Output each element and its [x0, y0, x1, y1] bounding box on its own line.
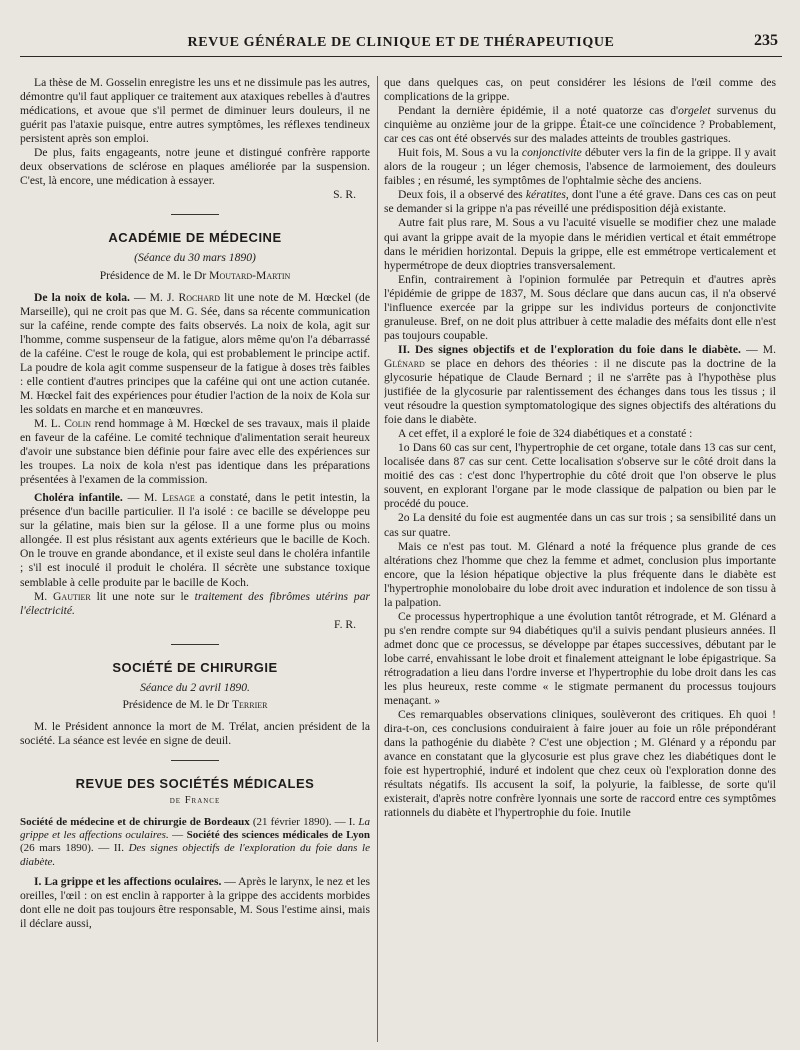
speaker-name: Lesage: [162, 491, 195, 505]
session-date: (Séance du 30 mars 1890): [134, 251, 256, 265]
text-run: — M.: [122, 491, 162, 505]
speaker-name: Rochard: [178, 290, 220, 304]
presidency-line: [20, 698, 370, 712]
paragraph-kola: [20, 291, 370, 417]
paragraph-colin: [20, 417, 370, 487]
author-initials: S. R.: [333, 188, 356, 202]
text-run: — M.: [740, 342, 776, 356]
italic-term: orgelet: [678, 104, 711, 118]
text-run: — Après le larynx, le nez et les oreilles, l'œil : on est enclin à rapporter à la grippe des accidents morbides dont elle ne doit pas toujours être responsable, M. Sous l'estime ainsi, mais il déclare aussi,: [20, 874, 370, 930]
column-divider: [377, 76, 378, 1042]
paragraph: [384, 104, 776, 146]
society-name: Société des sciences médicales de Lyon: [186, 829, 370, 842]
italic-term: kératites: [525, 188, 566, 202]
text-run: Deux fois, il a observé des: [398, 188, 526, 202]
topic-heading: I. La grippe et les affections oculaires.: [34, 874, 222, 888]
section-divider: [171, 644, 219, 645]
right-column: [384, 76, 776, 1042]
paragraph: [384, 188, 776, 216]
paragraph: De plus, faits engageants, notre jeune et distingué confrère rapporte deux observations de sclérose en plaques améliorée par la suspension. C'est, là encore, une médication à essayer.: [20, 146, 370, 188]
paragraph: 1o Dans 60 cas sur cent, l'hypertrophie de cet organe, totale dans 13 cas sur cent, localisée dans 87 cas sur cent. Cette localisation s'observe sur le côté droit dans la moitié des cas : c'est donc l'hypertrophie du côté droit que l'on observe le plus souvent, en explorant l'organe par le mode classique de palpation ou bien par le procédé du pouce.: [384, 441, 776, 511]
text-run: — M. J.: [129, 290, 179, 304]
text-run: survenus du cinquième au onzième jour de la grippe. Était-ce une coïncidence ? Probablement, car ces cas ont été observés sur des malades atteints de troubles gastriques.: [384, 104, 776, 146]
paragraph: M. le Président annonce la mort de M. Trélat, ancien président de la société. La séance est levée en signe de deuil.: [20, 719, 370, 747]
text-run: M. L.: [34, 416, 65, 430]
topic-heading: II. Des signes objectifs et de l'exploration du foie dans le diabète.: [398, 342, 741, 356]
text-run: débuter vers la fin de la grippe. Il y avait alors de la rougeur ; un léger chemosis, l'absence de larmoiement, des douleurs faibles ; en résumé, les symptômes de l'ophtalmie sèche des anciens.: [384, 146, 776, 188]
president-name: Terrier: [231, 697, 268, 711]
italic-title: traitement des fibrômes utérins par l'électricité.: [20, 589, 370, 617]
paragraph: Autre fait plus rare, M. Sous a vu l'acuité visuelle se modifier chez une malade qui avant la grippe avait de la myopie dans le méridien vertical et était emmétrope dans le méridien horizontal. Depuis la grippe, elle est emmétrope verticalement et hypermétrope de deux dioptries transversalement.: [384, 216, 776, 272]
topic-heading: Choléra infantile.: [34, 491, 123, 505]
running-header: [20, 30, 782, 57]
text-run: a constaté, dans le petit intestin, la présence d'un bacille particulier. Il l'a isolé : ce bacille se développe peu sur la gélatine, mais bien sur la gélose. Il a une forme plus ou moins allongée. Il est plus résistant aux agents extérieurs que le bacille de Koch. On le trouve en grande abondance, et il existe seul dans le choléra infantile ; s'il est inoculé il produit le choléra. Il sécrète une substance toxique semblable à celle produite par le bacille de Koch.: [20, 491, 370, 589]
journal-title: REVUE GÉNÉRALE DE CLINIQUE ET DE THÉRAPEUTIQUE: [187, 35, 615, 50]
paragraph: Ces remarquables observations cliniques, soulèveront des critiques. Eh quoi ! dira-t-on, ces conclusions conduiraient à faire jouer au foie un rôle prépondérant dans la pathogénie du diabète ? C'est une objection ; M. Glénard y a répondu par avance en constatant que la glycosurie est plus grave chez les diabétiques dont le foie est hypertrophié, induré et indolent que chez ceux où l'exploration donne des résultats négatifs. Ils accusent la soif, la polyurie, la faiblesse, de sorte qu'il existerait, d'après notre confrère lyonnais une sorte de raccord entre ces symptômes rationnels du diabète et l'hypertrophie du foie. Inutile: [384, 708, 776, 820]
paragraph-gautier: [20, 590, 370, 618]
text-run: (21 février 1890). — I.: [249, 816, 359, 829]
section-title-chirurgie: SOCIÉTÉ DE CHIRURGIE: [112, 659, 278, 675]
paragraph: que dans quelques cas, on peut considérer les lésions de l'œil comme des complications de la grippe.: [384, 76, 776, 104]
text-run: M.: [34, 589, 54, 603]
section-divider: [171, 214, 219, 215]
paragraph: Ce processus hypertrophique a une évolution tantôt rétrograde, et M. Glénard a pu s'en rendre compte sur 94 diabétiques qu'il a suivis pendant plusieurs années. Il admet donc que ce processus, se développe par étapes successives, débutant par le lobe carré, envahissant le lobe droit et finalement atteignant le lobe épigastrique. Sa rétrogradation a lieu dans l'ordre inverse et l'hypertrophie du lobe droit dans les cas les plus heureux, reste comme « le stigmate permanent du processus toujours menaçant. »: [384, 609, 776, 708]
paragraph: 2o La densité du foie est augmentée dans un cas sur trois ; sa sensibilité dans un cas sur quatre.: [384, 511, 776, 539]
paragraph-foie: [384, 343, 776, 427]
section-subtitle: de France: [169, 794, 221, 806]
italic-title: La grippe et les affections oculaires.: [20, 816, 370, 842]
paragraph: La thèse de M. Gosselin enregistre les uns et ne dissimule pas les autres, démontre qu'il faut appliquer ce traitement aux ataxiques rebelles à d'autres médications, et avoue que s'il permet de diminuer leurs douleurs, il ne guérit pas l'ataxie puisque, entre autres symptômes, les réflexes tendineux persistent après son emploi.: [20, 76, 370, 146]
presidency-line: [20, 269, 370, 283]
paragraph-cholera: [20, 491, 370, 589]
paragraph: [384, 146, 776, 188]
speaker-name: Colin: [64, 416, 92, 430]
text-run: —: [168, 829, 187, 842]
text-run: rend hommage à M. Hœckel de ses travaux, mais il plaide en faveur de la caféine. Le comité technique d'alimentation serait heureux d'avoir une substance bien définie pour faire avec elle des expériences sur les troupes. La noix de kola n'est pas identique dans les préparations présentées à l'examen de la commission.: [20, 416, 370, 487]
paragraph-grippe: [20, 875, 370, 931]
text-run: Pendant la dernière épidémie, il a noté quatorze cas d': [398, 104, 679, 118]
italic-term: conjonctivite: [521, 146, 582, 160]
society-name: Société de médecine et de chirurgie de Bordeaux: [20, 816, 250, 829]
text-run: lit une note sur le: [90, 589, 195, 603]
section-title-revue: REVUE DES SOCIÉTÉS MÉDICALES: [75, 775, 315, 791]
presidency-prefix: Présidence de M. le Dr: [122, 697, 230, 711]
speaker-name: Gautier: [53, 589, 91, 603]
italic-title: Des signes objectifs de l'exploration du foie dans le diabète.: [20, 842, 370, 868]
text-run: Huit fois, M. Sous a vu la: [398, 146, 522, 160]
paragraph: A cet effet, il a exploré le foie de 324 diabétiques et a constaté :: [398, 427, 693, 441]
presidency-prefix: Présidence de M. le Dr: [99, 268, 207, 282]
speaker-name: Glénard: [384, 356, 425, 370]
section-title-academie: ACADÉMIE DE MÉDECINE: [108, 230, 282, 246]
paragraph: Enfin, contrairement à l'opinion formulée par Petrequin et d'autres après l'épidémie de grippe de 1837, M. Sous déclare que dans aucun cas, il n'a observé l'influence exercée par la grippe sur les individus porteurs de conjonctivite granuleuse. Bref, on ne doit plus attribuer à cette maladie des méfaits dont elle n'est pas toujours coupable.: [384, 272, 776, 342]
text-run: se place en dehors des théories : il ne discute pas la doctrine de la glycosurie hépatique de Claude Bernard ; il ne s'arrête pas à l'hypothèse plus justifiée de la glycosurie par ralentissement des échanges dans tous les tissus ; il veut résoudre la question symptomatologique des signes objectifs des altérations du foie dans le diabète.: [384, 356, 776, 427]
paragraph: Mais ce n'est pas tout. M. Glénard a noté la fréquence plus grande de ces altérations chez l'homme que chez la femme et admet, conclusion plus importante encore, que la lésion hépatique objective la plus fréquente dans le diabète est l'hypertrophie monolobaire du lobe droit avec induration et indolence de son tissu à la palpation.: [384, 539, 776, 609]
president-name: Moutard-Martin: [209, 268, 291, 282]
text-run: lit une note de M. Hœckel (de Marseille), qui ne croit pas que M. G. Sée, dans sa récente communication sur la caféine, rende compte des faits observés. La noix de kola, agit sur l'homme, comme suspenseur de la fatigue, alors même qu'on l'a débarrassé de la caféine. C'est le rouge de kola, qui est probablement le principe actif. La poudre de kola agit comme suspenseur de la fatigue à doses très faibles : elle contient d'autres principes que la caféine qui ont une action cutanée. M. Hœckel fait des expériences pour étudier l'action de la noix de Kola sur les soldats en marche et en manœuvres.: [20, 290, 370, 416]
left-column: [20, 76, 370, 1042]
section-divider: [171, 760, 219, 761]
page-number: 235: [754, 32, 778, 49]
text-run: , dont l'une a été grave. Dans ces cas on peut se demander si la grippe n'a pas réveillé une prédisposition déjà existante.: [384, 188, 776, 216]
text-run: (26 mars 1890). — II.: [20, 842, 129, 855]
author-initials: F. R.: [334, 617, 356, 631]
session-date: Séance du 2 avril 1890.: [140, 680, 250, 694]
summary-block: [20, 816, 370, 869]
topic-heading: De la noix de kola.: [34, 290, 130, 304]
